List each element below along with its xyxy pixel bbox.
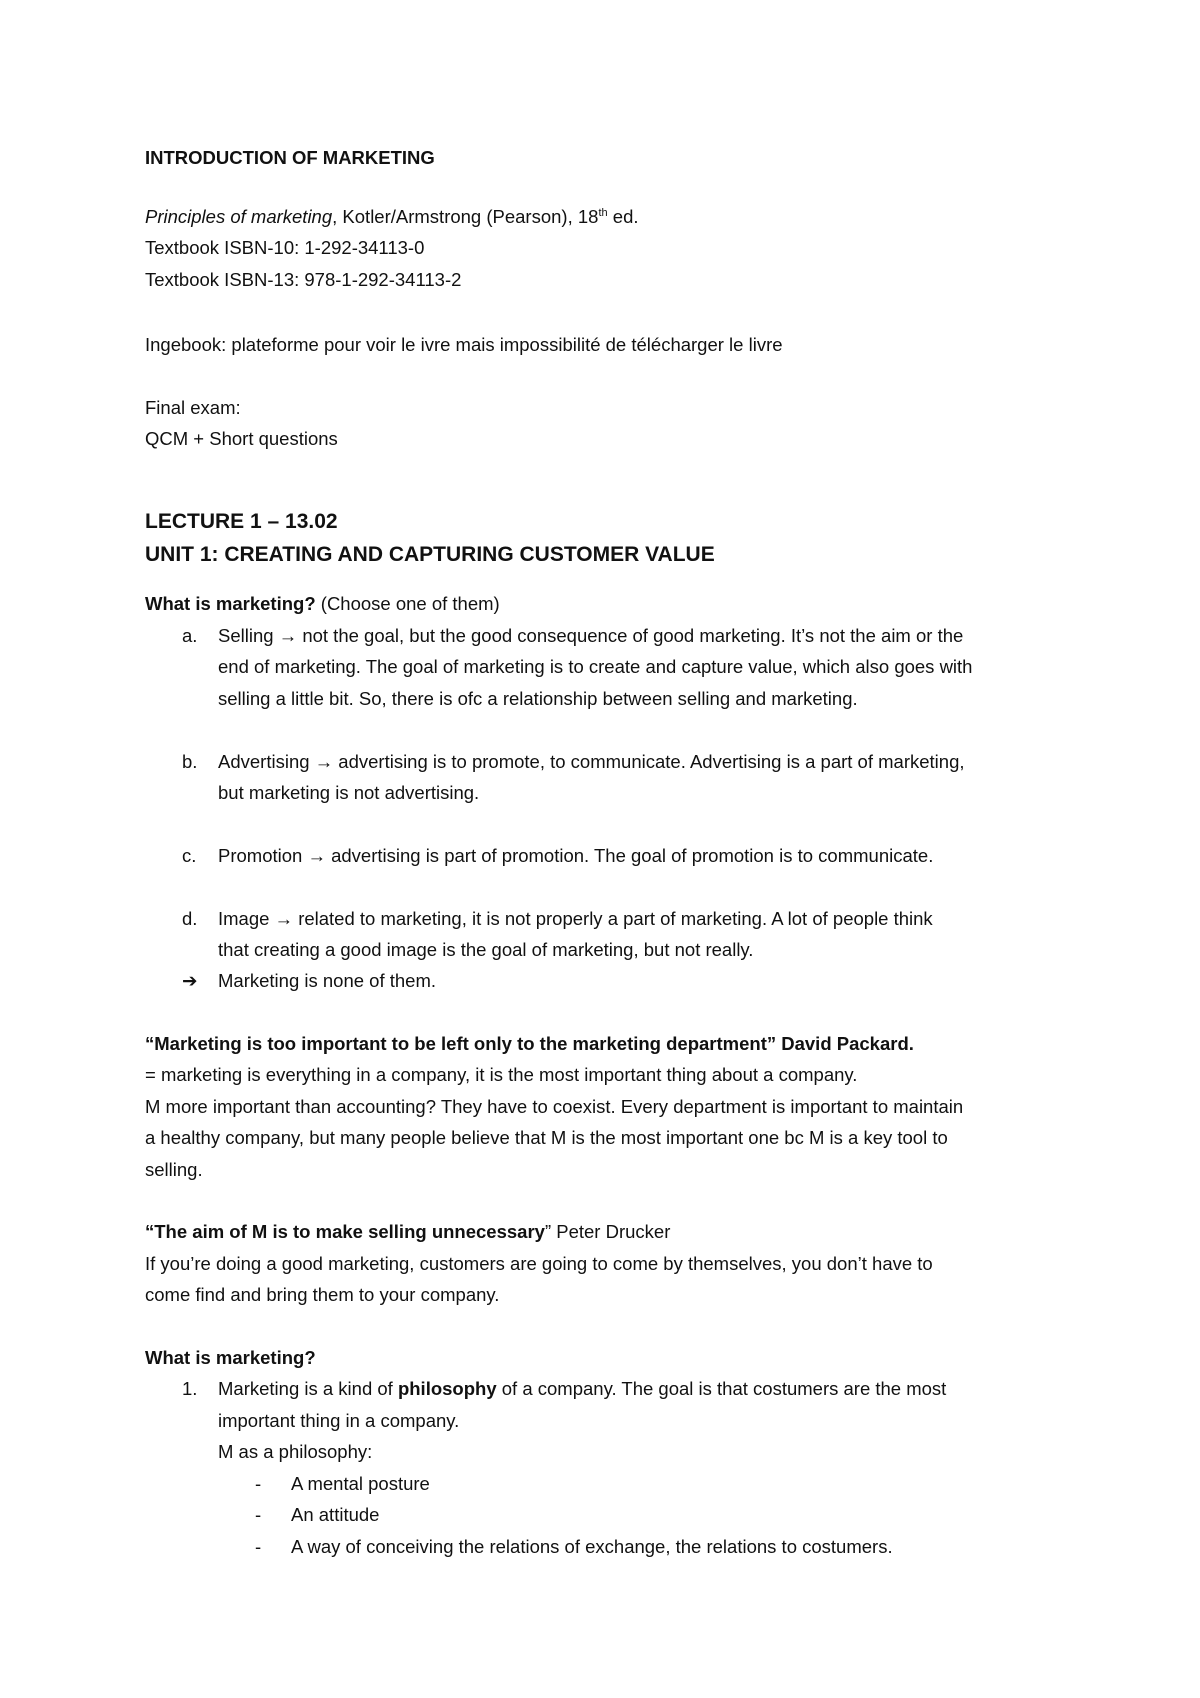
dash-marker-2: - [255,1504,262,1525]
numbered-item-1-post: of a company. The goal is that costumers are the most [496,1378,947,1399]
edition-sup: th [598,207,608,219]
isbn-10: Textbook ISBN-10: 1-292-34113-0 [145,237,425,258]
final-exam-label: Final exam: [145,397,241,418]
isbn-13: Textbook ISBN-13: 978-1-292-34113-2 [145,269,462,290]
question-bold: What is marketing? [145,593,316,614]
list-marker-a: a. [182,625,198,646]
dash-marker-1: - [255,1473,262,1494]
numbered-marker-1: 1. [182,1378,198,1399]
list-item-a-line-3: selling a little bit. So, there is ofc a relationship between selling and marketing. [218,688,858,709]
quote-packard-line-1: = marketing is everything in a company, it is the most important thing about a company. [145,1064,858,1085]
list-item-b-line-1: Advertising → advertising is to promote, to communicate. Advertising is a part of marketing, [218,751,965,772]
numbered-item-1-line-2: important thing in a company. [218,1410,460,1431]
book-authors: , Kotler/Armstrong (Pearson), 18 [332,206,599,227]
lecture-heading: LECTURE 1 – 13.02 [145,510,338,533]
numbered-item-1-line-3: M as a philosophy: [218,1441,373,1462]
quote-drucker-line-2: come find and bring them to your company. [145,1284,500,1305]
list-item-d-line-1: Image → related to marketing, it is not properly a part of marketing. A lot of people think [218,908,933,929]
numbered-item-1-line-1 [218,1377,946,1401]
unit-heading: UNIT 1: CREATING AND CAPTURING CUSTOMER VALUE [145,543,715,566]
conclusion-text: Marketing is none of them. [218,970,436,991]
quote-drucker-line-1: If you’re doing a good marketing, customers are going to come by themselves, you don’t have to [145,1253,933,1274]
list-item-d-line-2: that creating a good image is the goal of marketing, but not really. [218,939,754,960]
bullet-item-3: A way of conceiving the relations of exchange, the relations to costumers. [291,1536,893,1557]
ingebook-note: Ingebook: plateforme pour voir le ivre mais impossibilité de télécharger le livre [145,334,783,355]
doc-title: INTRODUCTION OF MARKETING [145,147,435,168]
quote-drucker [145,1220,670,1244]
quote-packard-line-3: a healthy company, but many people believe that M is the most important one bc M is a key tool to [145,1127,948,1148]
quote-drucker-author: ” Peter Drucker [544,1221,671,1242]
list-item-b-line-2: but marketing is not advertising. [218,782,480,803]
list-item-a-line-2: end of marketing. The goal of marketing is to create and capture value, which also goes with [218,656,973,677]
bullet-item-1: A mental posture [291,1473,430,1494]
quote-packard-line-2: M more important than accounting? They have to coexist. Every department is important to maintain [145,1096,964,1117]
quote-drucker-bold: “The aim of M is to make selling unnecessary [145,1221,545,1242]
list-marker-b: b. [182,751,198,772]
question-what-is-marketing [145,592,500,616]
question-what-is-marketing-2: What is marketing? [145,1347,316,1368]
quote-packard: “Marketing is too important to be left only to the marketing department” David Packard. [145,1033,914,1054]
list-marker-c: c. [182,845,197,866]
numbered-item-1-pre: Marketing is a kind of [218,1378,398,1399]
quote-packard-line-4: selling. [145,1159,203,1180]
exam-format: QCM + Short questions [145,428,338,449]
book-title: Principles of marketing [145,206,333,227]
edition-tail: ed. [607,206,639,227]
question-rest: (Choose one of them) [315,593,500,614]
list-item-c-line-1: Promotion → advertising is part of promotion. The goal of promotion is to communicate. [218,845,934,866]
arrow-icon: ➔ [182,970,198,991]
bullet-item-2: An attitude [291,1504,380,1525]
list-marker-d: d. [182,908,198,929]
dash-marker-3: - [255,1536,262,1557]
numbered-item-1-bold: philosophy [397,1378,497,1399]
list-item-a-line-1: Selling → not the goal, but the good consequence of good marketing. It’s not the aim or the [218,625,964,646]
book-reference [145,205,639,229]
